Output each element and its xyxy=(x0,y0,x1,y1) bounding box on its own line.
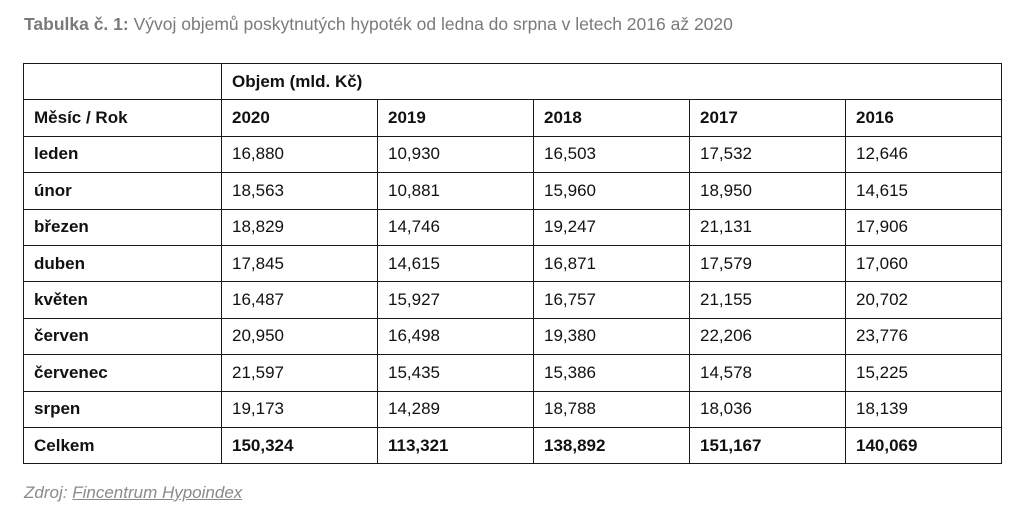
mortgage-volume-table xyxy=(23,63,1002,464)
table-group-header-row xyxy=(24,64,1002,100)
value-cell: 21,597 xyxy=(222,355,378,391)
table-row xyxy=(24,391,1002,427)
value-cell: 21,155 xyxy=(690,282,846,318)
value-cell: 16,880 xyxy=(222,136,378,172)
value-cell: 23,776 xyxy=(846,318,1002,354)
table-total-row xyxy=(24,427,1002,463)
value-cell: 16,487 xyxy=(222,282,378,318)
table-row xyxy=(24,318,1002,354)
value-cell: 151,167 xyxy=(690,427,846,463)
value-cell: 14,615 xyxy=(378,245,534,281)
table-row xyxy=(24,282,1002,318)
year-header-cell: 2020 xyxy=(222,100,378,136)
table-row xyxy=(24,209,1002,245)
value-cell: 113,321 xyxy=(378,427,534,463)
source-note xyxy=(24,483,242,503)
value-cell: 12,646 xyxy=(846,136,1002,172)
month-cell: květen xyxy=(24,282,222,318)
table-row xyxy=(24,173,1002,209)
value-cell: 15,225 xyxy=(846,355,1002,391)
value-cell: 138,892 xyxy=(534,427,690,463)
value-cell: 19,380 xyxy=(534,318,690,354)
year-header-cell: 2018 xyxy=(534,100,690,136)
value-cell: 19,173 xyxy=(222,391,378,427)
value-cell: 20,950 xyxy=(222,318,378,354)
value-cell: 20,702 xyxy=(846,282,1002,318)
month-cell: srpen xyxy=(24,391,222,427)
value-cell: 14,289 xyxy=(378,391,534,427)
month-cell: červenec xyxy=(24,355,222,391)
value-cell: 18,829 xyxy=(222,209,378,245)
month-cell: březen xyxy=(24,209,222,245)
value-cell: 15,435 xyxy=(378,355,534,391)
value-cell: 14,615 xyxy=(846,173,1002,209)
value-cell: 16,871 xyxy=(534,245,690,281)
value-cell: 15,960 xyxy=(534,173,690,209)
source-prefix: Zdroj: xyxy=(24,483,68,502)
table-row xyxy=(24,136,1002,172)
year-header-cell: 2017 xyxy=(690,100,846,136)
value-cell: 17,906 xyxy=(846,209,1002,245)
row-header-cell: Měsíc / Rok xyxy=(24,100,222,136)
month-cell: únor xyxy=(24,173,222,209)
value-cell: 17,060 xyxy=(846,245,1002,281)
value-cell: 18,139 xyxy=(846,391,1002,427)
group-header-cell: Objem (mld. Kč) xyxy=(222,64,1002,100)
table-caption xyxy=(24,14,733,35)
source-link[interactable]: Fincentrum Hypoindex xyxy=(72,483,243,502)
value-cell: 14,746 xyxy=(378,209,534,245)
table-row xyxy=(24,355,1002,391)
month-cell: leden xyxy=(24,136,222,172)
value-cell: 15,386 xyxy=(534,355,690,391)
month-cell: červen xyxy=(24,318,222,354)
value-cell: 150,324 xyxy=(222,427,378,463)
month-cell: Celkem xyxy=(24,427,222,463)
month-cell: duben xyxy=(24,245,222,281)
value-cell: 15,927 xyxy=(378,282,534,318)
value-cell: 10,930 xyxy=(378,136,534,172)
value-cell: 18,788 xyxy=(534,391,690,427)
value-cell: 17,532 xyxy=(690,136,846,172)
caption-text: Vývoj objemů poskytnutých hypoték od ledna do srpna v letech 2016 až 2020 xyxy=(133,14,733,34)
table-year-header-row xyxy=(24,100,1002,136)
value-cell: 18,563 xyxy=(222,173,378,209)
empty-header-cell xyxy=(24,64,222,100)
value-cell: 17,579 xyxy=(690,245,846,281)
value-cell: 16,757 xyxy=(534,282,690,318)
value-cell: 14,578 xyxy=(690,355,846,391)
value-cell: 18,950 xyxy=(690,173,846,209)
value-cell: 18,036 xyxy=(690,391,846,427)
value-cell: 16,498 xyxy=(378,318,534,354)
year-header-cell: 2016 xyxy=(846,100,1002,136)
value-cell: 21,131 xyxy=(690,209,846,245)
value-cell: 10,881 xyxy=(378,173,534,209)
value-cell: 17,845 xyxy=(222,245,378,281)
table-row xyxy=(24,245,1002,281)
value-cell: 16,503 xyxy=(534,136,690,172)
value-cell: 22,206 xyxy=(690,318,846,354)
value-cell: 140,069 xyxy=(846,427,1002,463)
caption-label: Tabulka č. 1: xyxy=(24,14,129,34)
value-cell: 19,247 xyxy=(534,209,690,245)
year-header-cell: 2019 xyxy=(378,100,534,136)
